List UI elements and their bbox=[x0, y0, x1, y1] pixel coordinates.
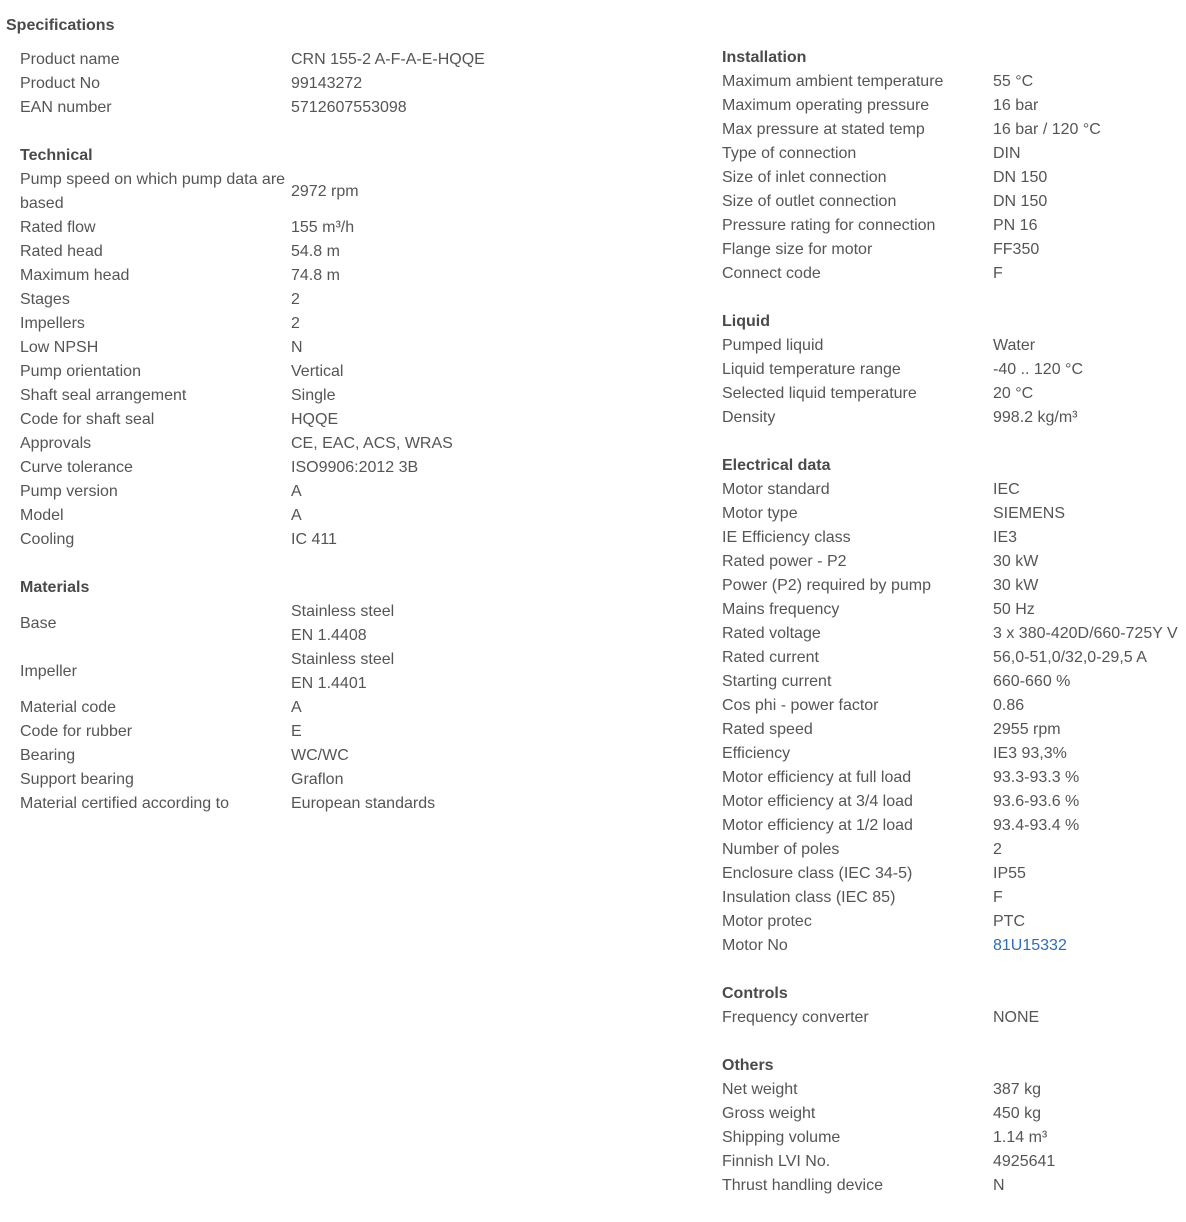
spec-row-rated-head bbox=[20, 240, 540, 264]
spec-label: Pressure rating for connection bbox=[722, 217, 936, 234]
spec-row-thrust-handling-device bbox=[722, 1174, 1186, 1198]
spec-row-motor-protec bbox=[722, 910, 1186, 934]
spec-row-rated-current bbox=[722, 646, 1186, 670]
spec-row-cooling bbox=[20, 528, 540, 552]
spec-value bbox=[993, 406, 1186, 430]
spec-label: Maximum head bbox=[20, 267, 130, 284]
section-title: Electrical data bbox=[722, 457, 831, 474]
spec-row-curve-tolerance bbox=[20, 456, 540, 480]
spec-value-line: IC 411 bbox=[291, 531, 337, 548]
spec-value-line: A bbox=[291, 483, 302, 500]
spec-value bbox=[291, 96, 540, 120]
spec-label: Approvals bbox=[20, 435, 92, 452]
spec-row-approvals bbox=[20, 432, 540, 456]
spec-label: Base bbox=[20, 615, 57, 632]
spec-value bbox=[993, 934, 1186, 958]
spec-value-line: EN 1.4401 bbox=[291, 675, 367, 692]
spec-value bbox=[291, 264, 540, 288]
spec-row-selected-liquid-temperature bbox=[722, 382, 1186, 406]
spec-value-line: 2955 rpm bbox=[993, 721, 1061, 738]
spec-value-line: PTC bbox=[993, 913, 1025, 930]
spec-row-finnish-lvi-no bbox=[722, 1150, 1186, 1174]
spec-value-line: 0.86 bbox=[993, 697, 1025, 714]
spec-value-line: ISO9906:2012 3B bbox=[291, 459, 419, 476]
spec-row-impeller bbox=[20, 648, 540, 696]
spec-value bbox=[291, 288, 540, 312]
spec-row-net-weight bbox=[722, 1078, 1186, 1102]
spec-row-enclosure-class-iec-34-5 bbox=[722, 862, 1186, 886]
spec-value bbox=[993, 718, 1186, 742]
spec-label: Efficiency bbox=[722, 745, 791, 762]
spec-label: Pump speed on which pump data are based bbox=[20, 171, 286, 212]
spec-value-line: Stainless steel bbox=[291, 603, 395, 620]
section-liquid bbox=[722, 310, 1186, 430]
spec-value bbox=[993, 238, 1186, 262]
section-title: Installation bbox=[722, 49, 807, 66]
spec-label: Max pressure at stated temp bbox=[722, 121, 925, 138]
section-title: Controls bbox=[722, 985, 788, 1002]
spec-value-line: 54.8 m bbox=[291, 243, 340, 260]
spec-value bbox=[993, 214, 1186, 238]
spec-label: Selected liquid temperature bbox=[722, 385, 917, 402]
spec-value-line: 93.6-93.6 % bbox=[993, 793, 1080, 810]
spec-value-line: 50 Hz bbox=[993, 601, 1035, 618]
spec-row-base bbox=[20, 600, 540, 648]
spec-value bbox=[291, 792, 540, 816]
spec-row-connect-code bbox=[722, 262, 1186, 286]
spec-label: Size of inlet connection bbox=[722, 169, 887, 186]
spec-row-stages bbox=[20, 288, 540, 312]
spec-label: Pumped liquid bbox=[722, 337, 824, 354]
spec-value-line: Graflon bbox=[291, 771, 344, 788]
spec-row-bearing bbox=[20, 744, 540, 768]
spec-label: Product name bbox=[20, 51, 120, 68]
spec-label: Shaft seal arrangement bbox=[20, 387, 187, 404]
spec-value bbox=[993, 550, 1186, 574]
spec-label: Model bbox=[20, 507, 64, 524]
spec-value bbox=[993, 334, 1186, 358]
spec-row-power-p2-required-by-pump bbox=[722, 574, 1186, 598]
spec-label: Motor No bbox=[722, 937, 788, 954]
spec-label: EAN number bbox=[20, 99, 112, 116]
spec-row-maximum-ambient-temperature bbox=[722, 70, 1186, 94]
page-title: Specifications bbox=[6, 17, 115, 34]
spec-value-line: IE3 bbox=[993, 529, 1018, 546]
spec-value bbox=[993, 1174, 1186, 1198]
spec-value bbox=[993, 382, 1186, 406]
spec-value-line: DN 150 bbox=[993, 169, 1048, 186]
spec-row-flange-size-for-motor bbox=[722, 238, 1186, 262]
spec-value-line: DIN bbox=[993, 145, 1021, 162]
spec-label: Curve tolerance bbox=[20, 459, 133, 476]
spec-label: Number of poles bbox=[722, 841, 840, 858]
spec-label: Rated head bbox=[20, 243, 103, 260]
spec-value-line: PN 16 bbox=[993, 217, 1038, 234]
spec-label: Net weight bbox=[722, 1081, 798, 1098]
spec-value bbox=[993, 166, 1186, 190]
spec-row-motor-type bbox=[722, 502, 1186, 526]
spec-label: Cooling bbox=[20, 531, 75, 548]
spec-label: Code for shaft seal bbox=[20, 411, 155, 428]
spec-label: Motor efficiency at 3/4 load bbox=[722, 793, 913, 810]
spec-value-line: Vertical bbox=[291, 363, 344, 380]
spec-value bbox=[993, 502, 1186, 526]
spec-value-line: 93.3-93.3 % bbox=[993, 769, 1080, 786]
spec-value-line: 3 x 380-420D/660-725Y V bbox=[993, 625, 1178, 642]
spec-value bbox=[291, 744, 540, 768]
spec-row-max-pressure-at-stated-temp bbox=[722, 118, 1186, 142]
section-title: Technical bbox=[20, 147, 93, 164]
spec-value bbox=[993, 766, 1186, 790]
spec-row-size-of-inlet-connection bbox=[722, 166, 1186, 190]
spec-label: Maximum operating pressure bbox=[722, 97, 930, 114]
spec-label: Rated power - P2 bbox=[722, 553, 847, 570]
spec-value bbox=[291, 456, 540, 480]
spec-row-product-no bbox=[20, 72, 540, 96]
spec-value-line: 16 bar / 120 °C bbox=[993, 121, 1101, 138]
section-title: Materials bbox=[20, 579, 90, 596]
spec-label: Frequency converter bbox=[722, 1009, 869, 1026]
spec-value-line: 30 kW bbox=[993, 577, 1039, 594]
spec-value-line: 2 bbox=[291, 291, 300, 308]
spec-value-line: A bbox=[291, 507, 302, 524]
spec-row-frequency-converter bbox=[722, 1006, 1186, 1030]
spec-row-motor-efficiency-at-1-2-load bbox=[722, 814, 1186, 838]
spec-value-line: 2972 rpm bbox=[291, 183, 359, 200]
spec-label: Rated flow bbox=[20, 219, 96, 236]
spec-value-line: IP55 bbox=[993, 865, 1026, 882]
spec-value bbox=[291, 216, 540, 240]
spec-value bbox=[993, 646, 1186, 670]
spec-value-line: 660-660 % bbox=[993, 673, 1071, 690]
spec-value bbox=[993, 526, 1186, 550]
spec-label: Pump version bbox=[20, 483, 118, 500]
spec-value bbox=[993, 790, 1186, 814]
spec-label: Pump orientation bbox=[20, 363, 141, 380]
spec-value bbox=[993, 262, 1186, 286]
spec-label: Finnish LVI No. bbox=[722, 1153, 831, 1170]
spec-row-efficiency bbox=[722, 742, 1186, 766]
spec-row-shipping-volume bbox=[722, 1126, 1186, 1150]
spec-value-line: N bbox=[993, 1177, 1005, 1194]
spec-value bbox=[291, 336, 540, 360]
spec-label: Shipping volume bbox=[722, 1129, 841, 1146]
section-materials bbox=[20, 576, 540, 816]
spec-value bbox=[993, 574, 1186, 598]
spec-value-line: EN 1.4408 bbox=[291, 627, 367, 644]
spec-value bbox=[993, 742, 1186, 766]
spec-value bbox=[291, 240, 540, 264]
spec-label: Mains frequency bbox=[722, 601, 840, 618]
spec-row-pressure-rating-for-connection bbox=[722, 214, 1186, 238]
spec-value-line: 55 °C bbox=[993, 73, 1034, 90]
spec-label: IE Efficiency class bbox=[722, 529, 851, 546]
spec-row-motor-standard bbox=[722, 478, 1186, 502]
spec-value-line: SIEMENS bbox=[993, 505, 1066, 522]
section-title: Liquid bbox=[722, 313, 770, 330]
spec-value bbox=[291, 696, 540, 720]
spec-value-line: N bbox=[291, 339, 303, 356]
motor-no-link[interactable]: 81U15332 bbox=[993, 937, 1067, 954]
spec-value bbox=[291, 504, 540, 528]
spec-label: Support bearing bbox=[20, 771, 134, 788]
spec-value bbox=[993, 190, 1186, 214]
right-column bbox=[722, 46, 1186, 1222]
spec-value bbox=[993, 358, 1186, 382]
section-product bbox=[20, 48, 540, 120]
section-electrical-data bbox=[722, 454, 1186, 958]
spec-label: Impellers bbox=[20, 315, 85, 332]
spec-value-line: 99143272 bbox=[291, 75, 363, 92]
spec-value-line: Stainless steel bbox=[291, 651, 395, 668]
spec-row-shaft-seal-arrangement bbox=[20, 384, 540, 408]
spec-value-line: DN 150 bbox=[993, 193, 1048, 210]
spec-label: Flange size for motor bbox=[722, 241, 873, 258]
spec-label: Gross weight bbox=[722, 1105, 816, 1122]
spec-value-line: CE, EAC, ACS, WRAS bbox=[291, 435, 453, 452]
spec-value-line: 998.2 kg/m³ bbox=[993, 409, 1078, 426]
spec-row-cos-phi-power-factor bbox=[722, 694, 1186, 718]
spec-row-material-certified-according-to bbox=[20, 792, 540, 816]
spec-value-line: CRN 155-2 A-F-A-E-HQQE bbox=[291, 51, 485, 68]
spec-value bbox=[993, 1102, 1186, 1126]
spec-value bbox=[291, 48, 540, 72]
spec-row-ie-efficiency-class bbox=[722, 526, 1186, 550]
spec-value-line: 16 bar bbox=[993, 97, 1039, 114]
spec-value-line: A bbox=[291, 699, 302, 716]
spec-row-mains-frequency bbox=[722, 598, 1186, 622]
spec-value-line: HQQE bbox=[291, 411, 339, 428]
spec-value-line: FF350 bbox=[993, 241, 1040, 258]
spec-label: Motor efficiency at full load bbox=[722, 769, 912, 786]
spec-row-density bbox=[722, 406, 1186, 430]
spec-value-line: European standards bbox=[291, 795, 436, 812]
spec-value bbox=[993, 1078, 1186, 1102]
spec-label: Motor protec bbox=[722, 913, 812, 930]
spec-label: Low NPSH bbox=[20, 339, 99, 356]
spec-row-pumped-liquid bbox=[722, 334, 1186, 358]
section-technical bbox=[20, 144, 540, 552]
spec-value bbox=[993, 670, 1186, 694]
spec-value bbox=[993, 910, 1186, 934]
spec-value-line: 93.4-93.4 % bbox=[993, 817, 1080, 834]
spec-value bbox=[993, 814, 1186, 838]
spec-value-line: -40 .. 120 °C bbox=[993, 361, 1083, 378]
spec-row-rated-flow bbox=[20, 216, 540, 240]
spec-value-line: 4925641 bbox=[993, 1153, 1056, 1170]
spec-label: Product No bbox=[20, 75, 101, 92]
spec-row-motor-efficiency-at-full-load bbox=[722, 766, 1186, 790]
spec-row-rated-voltage bbox=[722, 622, 1186, 646]
spec-value-line: 5712607553098 bbox=[291, 99, 407, 116]
spec-value-line: WC/WC bbox=[291, 747, 349, 764]
spec-value-line: E bbox=[291, 723, 302, 740]
spec-value bbox=[993, 118, 1186, 142]
spec-value-line: F bbox=[993, 889, 1003, 906]
spec-label: Connect code bbox=[722, 265, 821, 282]
spec-label: Maximum ambient temperature bbox=[722, 73, 944, 90]
section-installation bbox=[722, 46, 1186, 286]
spec-value-line: 20 °C bbox=[993, 385, 1034, 402]
spec-label: Type of connection bbox=[722, 145, 857, 162]
spec-row-low-npsh bbox=[20, 336, 540, 360]
spec-value bbox=[291, 408, 540, 432]
spec-value bbox=[993, 598, 1186, 622]
spec-row-motor-no bbox=[722, 934, 1186, 958]
spec-label: Power (P2) required by pump bbox=[722, 577, 931, 594]
spec-value bbox=[993, 694, 1186, 718]
spec-value bbox=[993, 478, 1186, 502]
spec-value bbox=[291, 180, 540, 204]
spec-value-line: 450 kg bbox=[993, 1105, 1042, 1122]
spec-row-starting-current bbox=[722, 670, 1186, 694]
spec-row-number-of-poles bbox=[722, 838, 1186, 862]
spec-label: Insulation class (IEC 85) bbox=[722, 889, 896, 906]
spec-value-line: Water bbox=[993, 337, 1036, 354]
section-controls bbox=[722, 982, 1186, 1030]
spec-value-line: Single bbox=[291, 387, 336, 404]
spec-label: Stages bbox=[20, 291, 70, 308]
spec-row-gross-weight bbox=[722, 1102, 1186, 1126]
spec-value bbox=[993, 142, 1186, 166]
spec-row-support-bearing bbox=[20, 768, 540, 792]
spec-value bbox=[291, 600, 540, 648]
spec-label: Bearing bbox=[20, 747, 76, 764]
spec-value bbox=[291, 768, 540, 792]
spec-value bbox=[993, 94, 1186, 118]
spec-value bbox=[993, 862, 1186, 886]
spec-value bbox=[993, 1126, 1186, 1150]
spec-value bbox=[291, 312, 540, 336]
spec-value-line: 56,0-51,0/32,0-29,5 A bbox=[993, 649, 1147, 666]
spec-row-pump-orientation bbox=[20, 360, 540, 384]
spec-row-impellers bbox=[20, 312, 540, 336]
spec-value-line: IEC bbox=[993, 481, 1020, 498]
spec-value bbox=[993, 838, 1186, 862]
spec-value bbox=[291, 432, 540, 456]
spec-row-rated-speed bbox=[722, 718, 1186, 742]
spec-label: Rated current bbox=[722, 649, 819, 666]
spec-row-material-code bbox=[20, 696, 540, 720]
spec-value-line: 155 m³/h bbox=[291, 219, 355, 236]
spec-label: Cos phi - power factor bbox=[722, 697, 879, 714]
spec-label: Thrust handling device bbox=[722, 1177, 883, 1194]
spec-value-line: 30 kW bbox=[993, 553, 1039, 570]
spec-row-maximum-operating-pressure bbox=[722, 94, 1186, 118]
spec-value bbox=[993, 70, 1186, 94]
spec-label: Material certified according to bbox=[20, 795, 229, 812]
spec-value bbox=[291, 528, 540, 552]
spec-label: Rated speed bbox=[722, 721, 813, 738]
spec-label: Code for rubber bbox=[20, 723, 133, 740]
spec-value-line: IE3 93,3% bbox=[993, 745, 1067, 762]
spec-value bbox=[291, 480, 540, 504]
spec-label: Motor type bbox=[722, 505, 798, 522]
spec-label: Material code bbox=[20, 699, 117, 716]
spec-value-line: 387 kg bbox=[993, 1081, 1042, 1098]
spec-value-line: 2 bbox=[291, 315, 300, 332]
section-others bbox=[722, 1054, 1186, 1198]
spec-value-line: 1.14 m³ bbox=[993, 1129, 1048, 1146]
left-column bbox=[20, 48, 540, 840]
spec-value-line: F bbox=[993, 265, 1003, 282]
spec-value bbox=[291, 360, 540, 384]
spec-label: Impeller bbox=[20, 663, 77, 680]
spec-value bbox=[291, 720, 540, 744]
spec-row-code-for-rubber bbox=[20, 720, 540, 744]
spec-label: Liquid temperature range bbox=[722, 361, 901, 378]
spec-value bbox=[993, 1150, 1186, 1174]
spec-row-ean-number bbox=[20, 96, 540, 120]
spec-value bbox=[993, 622, 1186, 646]
spec-row-size-of-outlet-connection bbox=[722, 190, 1186, 214]
spec-row-maximum-head bbox=[20, 264, 540, 288]
spec-label: Motor standard bbox=[722, 481, 830, 498]
spec-row-type-of-connection bbox=[722, 142, 1186, 166]
spec-row-product-name bbox=[20, 48, 540, 72]
spec-value bbox=[291, 648, 540, 696]
spec-value-line: 2 bbox=[993, 841, 1002, 858]
spec-value bbox=[993, 886, 1186, 910]
spec-value bbox=[291, 384, 540, 408]
spec-value-line: NONE bbox=[993, 1009, 1040, 1026]
section-title: Others bbox=[722, 1057, 774, 1074]
spec-row-liquid-temperature-range bbox=[722, 358, 1186, 382]
spec-label: Enclosure class (IEC 34-5) bbox=[722, 865, 913, 882]
spec-label: Rated voltage bbox=[722, 625, 821, 642]
spec-row-pump-version bbox=[20, 480, 540, 504]
spec-row-pump-speed-on-which-pump-data-are-based bbox=[20, 168, 540, 216]
spec-row-rated-power-p2 bbox=[722, 550, 1186, 574]
spec-row-motor-efficiency-at-3-4-load bbox=[722, 790, 1186, 814]
spec-value-line: 74.8 m bbox=[291, 267, 340, 284]
spec-row-insulation-class-iec-85 bbox=[722, 886, 1186, 910]
spec-label: Size of outlet connection bbox=[722, 193, 897, 210]
spec-label: Motor efficiency at 1/2 load bbox=[722, 817, 913, 834]
spec-label: Starting current bbox=[722, 673, 832, 690]
spec-row-code-for-shaft-seal bbox=[20, 408, 540, 432]
spec-value bbox=[291, 72, 540, 96]
spec-label: Density bbox=[722, 409, 776, 426]
spec-row-model bbox=[20, 504, 540, 528]
spec-value bbox=[993, 1006, 1186, 1030]
